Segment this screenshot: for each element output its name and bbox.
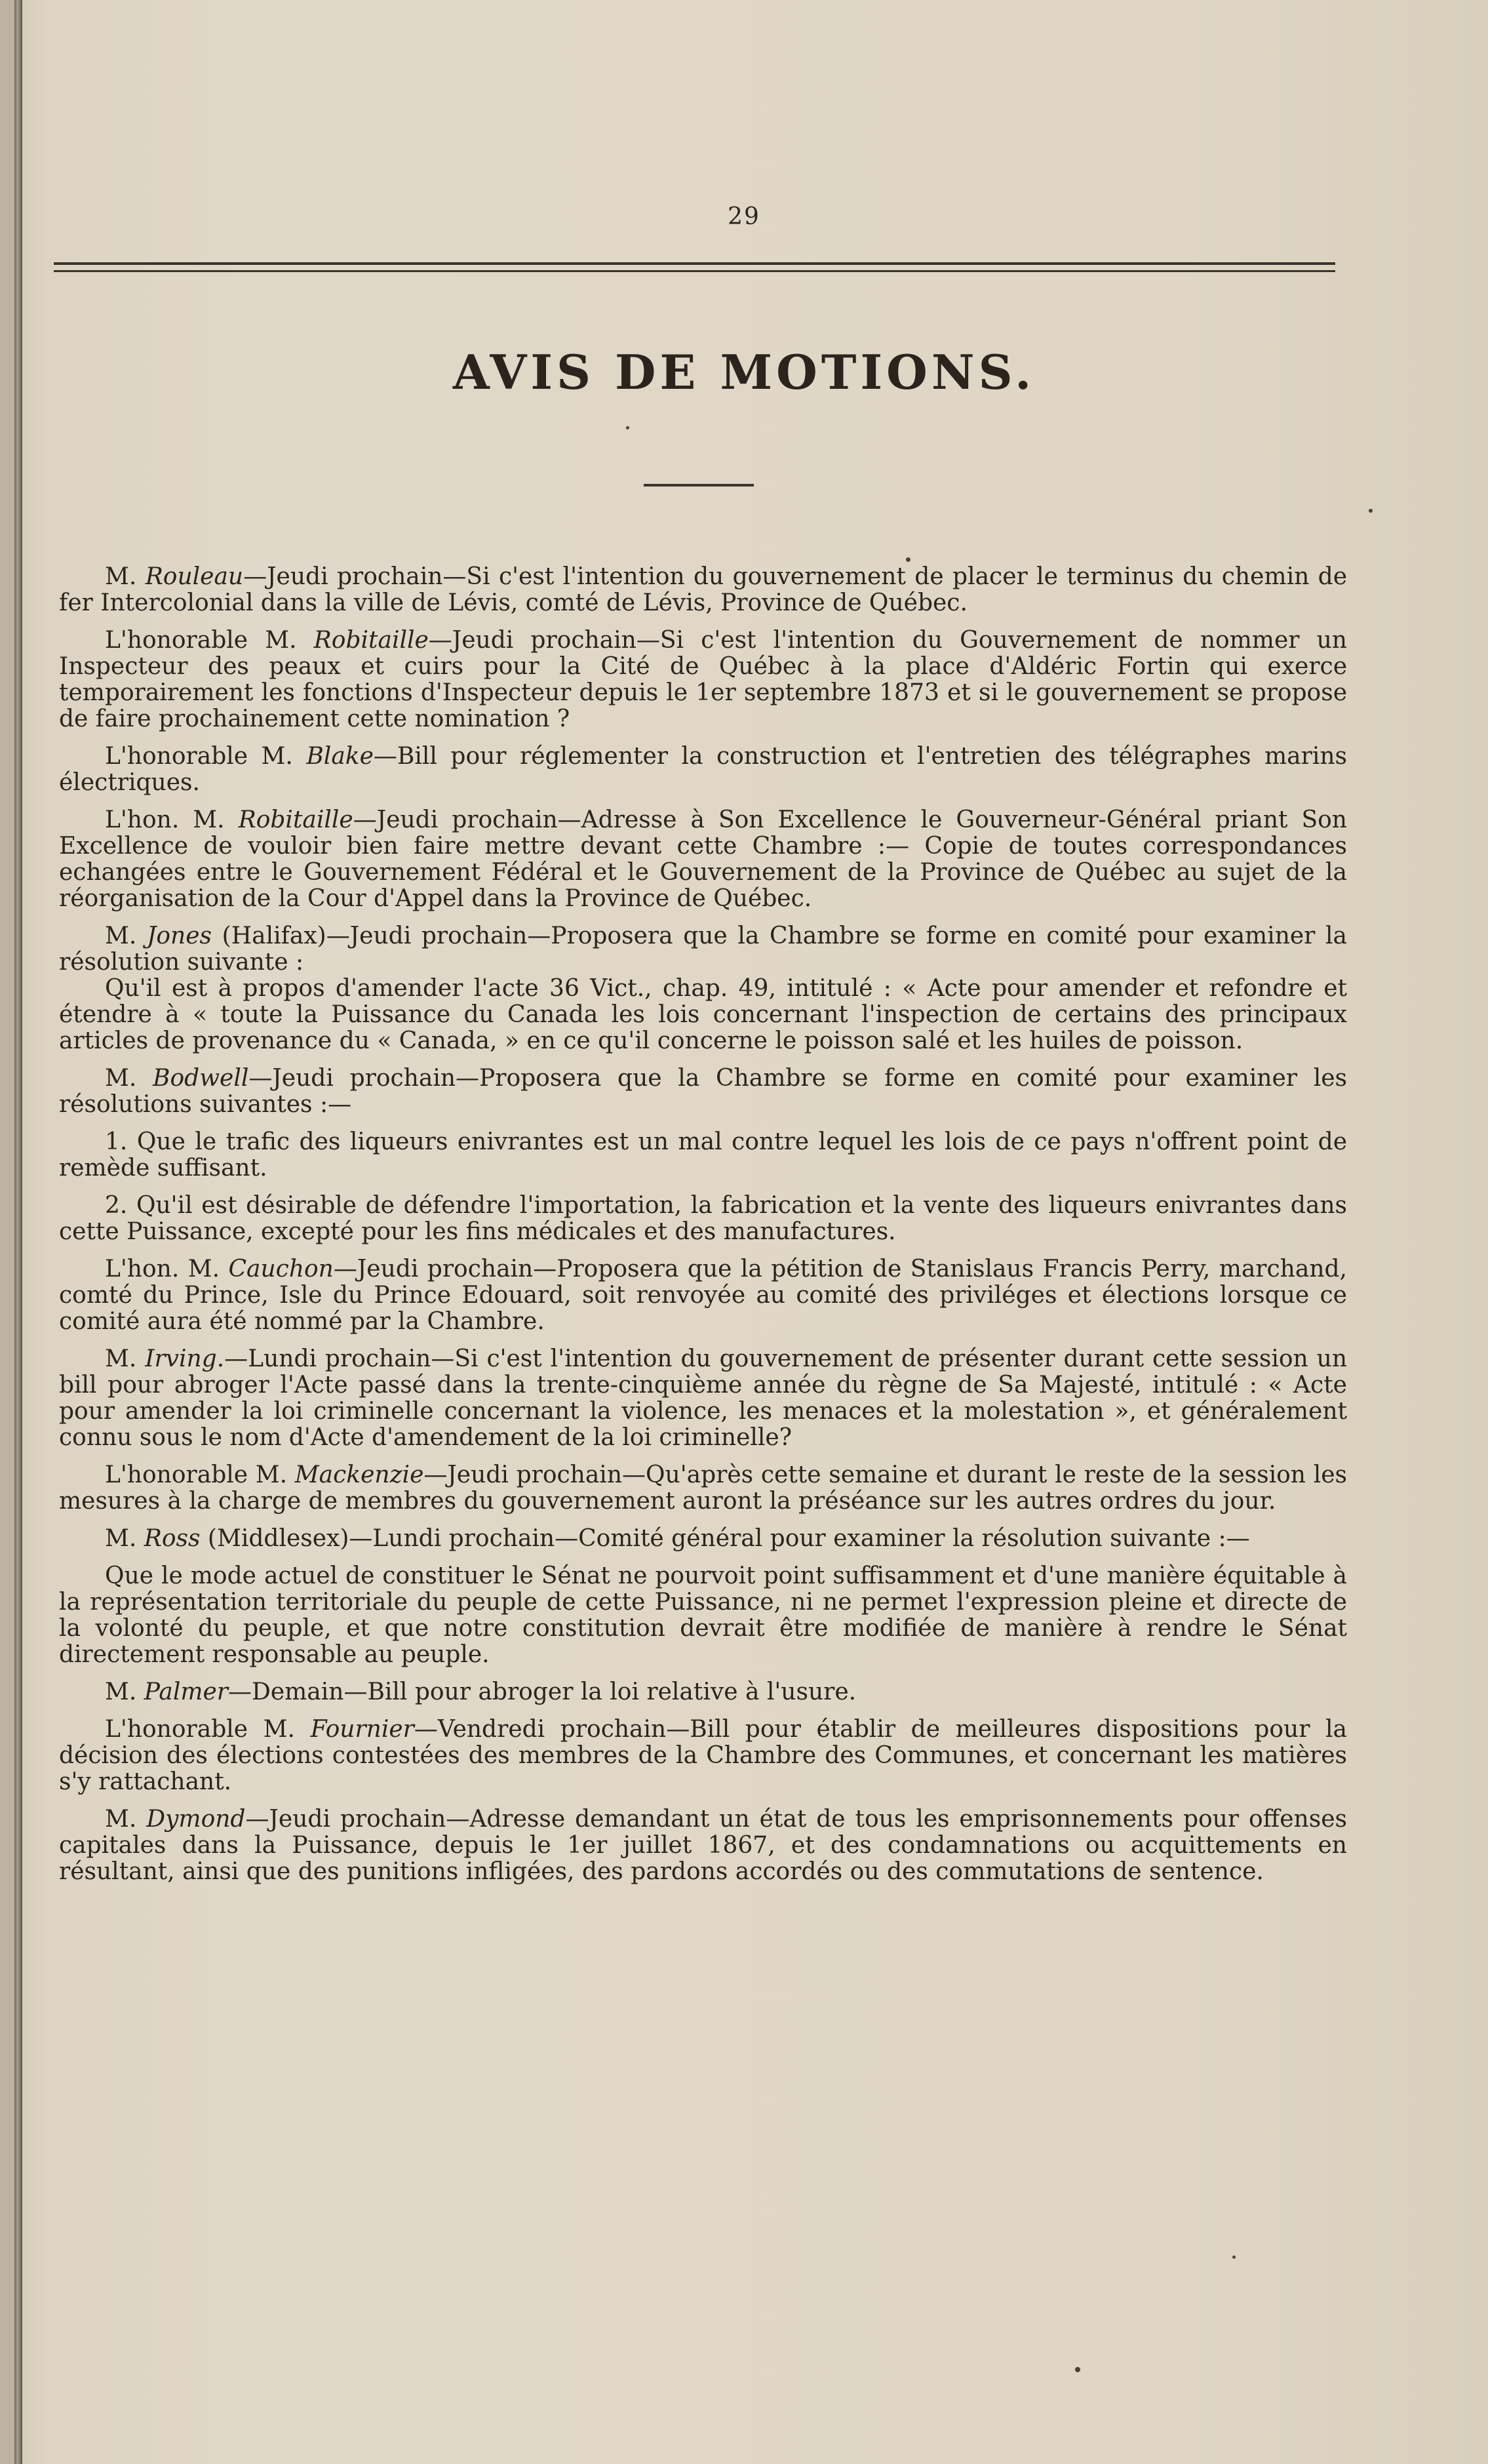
member-name: Palmer (144, 1679, 228, 1705)
motion-paragraph (59, 744, 1347, 796)
motion-text: (Middlesex)—Lundi prochain—Comité général pour examiner la résolution suivante :— (200, 1525, 1250, 1552)
motion-text: —Jeudi prochain—Proposera que la pétition de Stanislaus Francis Perry, marchand, comté du Prince, Isle du Prince Edouard, soit renvoyée au comité des priviléges et élections lorsque ce comité aura été nommé par la Chambre. (59, 1256, 1347, 1335)
member-name: Cauchon (228, 1256, 334, 1282)
motion-text: —Demain—Bill pour abroger la loi relative à l'usure. (227, 1679, 857, 1705)
motion-text: Qu'il est à propos d'amender l'acte 36 Vict., chap. 49, intitulé : « Acte pour amender et refondre et étendre à « toute la Puissance du Canada les lois concernant l'inspection de certains des principaux articles de provenance du « Canada, » en ce qu'il concerne le poisson salé et les huiles de poisson. (59, 975, 1347, 1054)
motion-paragraph (59, 1679, 1347, 1705)
motion-text: 2. Qu'il est désirable de défendre l'importation, la fabrication et la vente des liqueurs enivrantes dans cette Puissance, excepté pour les fins médicales et des manufactures. (59, 1192, 1347, 1245)
motion-text: —Jeudi prochain—Adresse demandant un état de tous les emprisonnements pour offenses capitales dans la Puissance, depuis le 1er juillet 1867, et des condamnations ou acquittements en résultant, ainsi que des punitions infligées, des pardons accordés ou des commutations de sentence. (59, 1806, 1347, 1885)
motion-prefix: M. (105, 1806, 147, 1833)
motion-prefix: M. (105, 1065, 153, 1092)
member-name: Fournier (310, 1716, 414, 1743)
motion-paragraph (59, 1526, 1347, 1552)
motion-text: —Jeudi prochain—Adresse à Son Excellence le Gouverneur-Général priant Son Excellence de vouloir bien faire mettre devant cette Chambre :— Copie de toutes correspondances echangées entre le Gouvernement Fédéral et le Gouvernement de la Province de Québec au sujet de la réorganisation de la Cour d'Appel dans la Province de Québec. (59, 806, 1347, 912)
member-name: Jones (146, 923, 212, 949)
motion-text: —Jeudi prochain—Si c'est l'intention du gouvernement de placer le terminus du chemin de fer Intercolonial dans la ville de Lévis, comté de Lévis, Province de Québec. (59, 563, 1347, 616)
motion-prefix: M. (105, 923, 147, 949)
motion-paragraph (59, 1129, 1347, 1182)
member-name: Dymond (146, 1806, 246, 1833)
motion-paragraph (59, 627, 1347, 732)
motion-prefix: L'honorable M. (105, 1716, 311, 1743)
motion-text: —Jeudi prochain—Proposera que la Chambre se forme en comité pour examiner les résolutions suivantes :— (59, 1065, 1347, 1118)
ink-speck (1369, 509, 1373, 513)
member-name: Robitaille (238, 806, 353, 833)
member-name: Bodwell (153, 1065, 249, 1092)
member-name: Mackenzie (294, 1461, 424, 1488)
motion-text: —Jeudi prochain—Si c'est l'intention du Gouvernement de nommer un Inspecteur des peaux et cuirs pour la Cité de Québec à la place d'Aldéric Fortin qui exerce temporairement les fonctions d'Inspecteur depuis le 1er septembre 1873 et si le gouvernement se propose de faire prochainement cette nomination ? (59, 627, 1347, 732)
motion-paragraph (59, 1462, 1347, 1515)
ink-speck (626, 426, 629, 429)
ink-speck (906, 557, 910, 562)
motion-paragraph (59, 1346, 1347, 1451)
motions-list (59, 564, 1347, 1896)
motion-prefix: L'honorable M. (105, 627, 314, 654)
member-name: Blake (306, 743, 374, 770)
motion-text: Que le mode actuel de constituer le Sénat ne pourvoit point suffisamment et d'une manière équitable à la représentation territoriale du peuple de cette Puissance, ni ne permet l'expression pleine et directe de la volonté du peuple, et que notre constitution devrait être modifiée de manière à rendre le Sénat directement responsable au peuple. (59, 1562, 1347, 1668)
motion-paragraph (59, 807, 1347, 912)
page-number: 29 (728, 203, 760, 230)
motion-prefix: M. (105, 1345, 146, 1372)
motion-prefix: L'honorable M. (105, 1461, 295, 1488)
motion-paragraph (59, 1806, 1347, 1885)
motion-text: 1. Que le trafic des liqueurs enivrantes est un mal contre lequel les lois de ce pays n'offrent point de remède suffisant. (59, 1128, 1347, 1182)
motion-paragraph (59, 1717, 1347, 1795)
ink-speck (1075, 2367, 1080, 2372)
motion-text: —Jeudi prochain—Qu'après cette semaine et durant le reste de la session les mesures à la charge de membres du gouvernement auront la préséance sur les autres ordres du jour. (59, 1461, 1347, 1515)
motion-paragraph (59, 1256, 1347, 1335)
motion-paragraph (59, 1065, 1347, 1118)
motion-prefix: M. (105, 1679, 144, 1705)
motion-text: (Halifax)—Jeudi prochain—Proposera que la Chambre se forme en comité pour examiner la résolution suivante : (59, 923, 1348, 976)
motion-text: —Bill pour réglementer la construction et l'entretien des télégraphes marins électriques. (59, 743, 1347, 796)
member-name: Rouleau (145, 563, 244, 590)
motion-paragraph (59, 1193, 1347, 1245)
motion-prefix: L'honorable M. (105, 743, 307, 770)
motion-text: —Vendredi prochain—Bill pour établir de meilleures dispositions pour la décision des élections contestées des membres de la Chambre des Communes, et concernant les matières s'y rattachant. (59, 1716, 1348, 1795)
motion-prefix: M. (105, 563, 146, 590)
member-name: Ross (144, 1525, 201, 1552)
header-double-rule (54, 261, 1335, 275)
member-name: Robitaille (313, 627, 429, 654)
member-name: Irving (145, 1345, 217, 1372)
motion-text: .—Lundi prochain—Si c'est l'intention du gouvernement de présenter durant cette session un bill pour abroger l'Acte passé dans la trente-cinquième année du règne de Sa Majesté, intitulé : « Acte pour amender la loi criminelle concernant la violence, les menaces et la molestation », et généralement connu sous le nom d'Acte d'amendement de la loi criminelle? (59, 1345, 1347, 1451)
motion-paragraph (59, 976, 1347, 1054)
motion-paragraph (59, 1563, 1347, 1668)
motion-prefix: L'hon. M. (105, 806, 239, 833)
page-title: AVIS DE MOTIONS. (452, 344, 1036, 400)
motion-prefix: M. (105, 1525, 144, 1552)
motion-paragraph (59, 923, 1347, 976)
motion-paragraph (59, 564, 1347, 616)
ink-speck (1232, 2255, 1236, 2259)
title-divider (644, 484, 754, 487)
motion-prefix: L'hon. M. (105, 1256, 229, 1282)
